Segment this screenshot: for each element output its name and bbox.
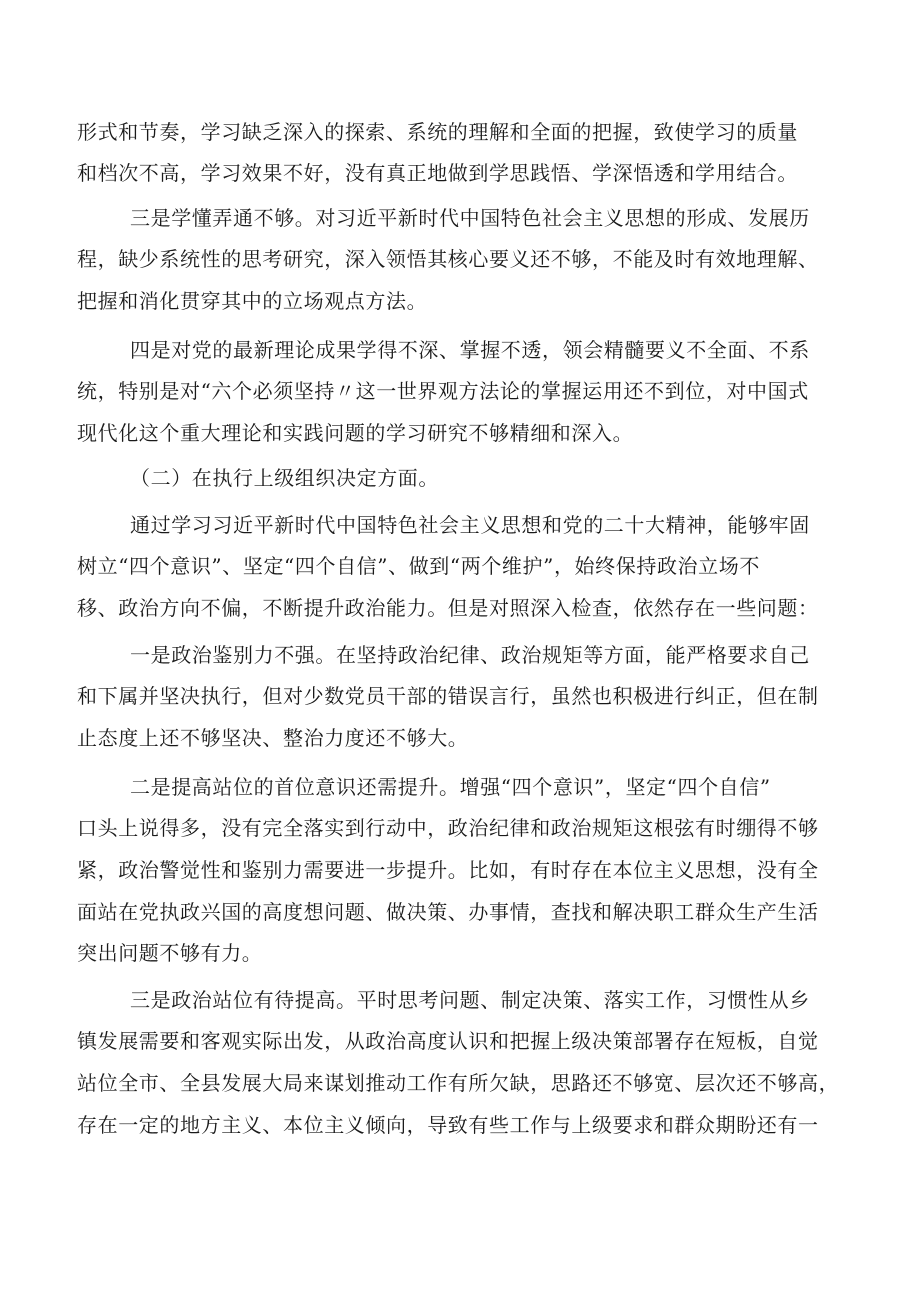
text-line: 站位全市、全县发展大局来谋划推动工作有所欠缺，思路还不够宽、层次还不够高， (77, 1071, 840, 1095)
text-line: 统，特别是对“六个必须坚持〃这一世界观方法论的掌握运用还不到位，对中国式 (77, 379, 809, 403)
text-line: 止态度上还不够坚决、整治力度还不够大。 (77, 726, 469, 750)
text-line: 移、政治方向不偏，不断提升政治能力。但是对照深入检查，依然存在一些问题： (77, 596, 819, 620)
text-line: 程，缺少系统性的思考研究，深入领悟其核心要义还不够，不能及时有效地理解、 (77, 247, 819, 271)
text-line: 口头上说得多，没有完全落实到行动中，政治纪律和政治规矩这根弦有时绷得不够 (77, 816, 819, 840)
text-line: 现代化这个重大理论和实践问题的学习研究不够精细和深入。 (77, 421, 634, 445)
paragraph-start-line: 四是对党的最新理论成果学得不深、掌握不透，领会精髓要义不全面、不系 (130, 338, 810, 362)
paragraph-start-line: 二是提高站位的首位意识还需提升。增强“四个意识”，坚定“四个自信” (130, 775, 771, 799)
paragraph-start-line: 通过学习习近平新时代中国特色社会主义思想和党的二十大精神，能够牢固 (130, 513, 810, 537)
text-line: 紧，政治警觉性和鉴别力需要进一步提升。比如，有时存在本位主义思想，没有全 (77, 858, 819, 882)
text-line: 形式和节奏，学习缺乏深入的探索、系统的理解和全面的把握，致使学习的质量 (77, 120, 798, 144)
text-line: 面站在党执政兴国的高度想问题、做决策、办事情，查找和解决职工群众生产生活 (77, 900, 819, 924)
paragraph-start-line: 一是政治鉴别力不强。在坚持政治纪律、政治规矩等方面，能严格要求自己 (130, 643, 810, 667)
paragraph-start-line: 三是学懂弄通不够。对习近平新时代中国特色社会主义思想的形成、发展历 (130, 206, 810, 230)
text-line: 突出问题不够有力。 (77, 941, 263, 965)
text-line: 镇发展需要和客观实际出发，从政治高度认识和把握上级决策部署存在短板，自觉 (77, 1029, 819, 1053)
paragraph-start-line: 三是政治站位有待提高。平时思考问题、制定决策、落实工作，习惯性从乡 (130, 988, 810, 1012)
text-line: 和档次不高，学习效果不好，没有真正地做到学思践悟、学深悟透和学用结合。 (77, 161, 798, 185)
text-line: 存在一定的地方主义、本位主义倾向，导致有些工作与上级要求和群众期盼还有一 (77, 1113, 819, 1137)
section-heading: （二）在执行上级组织决定方面。 (130, 466, 439, 490)
text-line: 树立“四个意识”、坚定“四个自信”、做到“两个维护”，始终保持政治立场不 (77, 554, 760, 578)
text-line: 把握和消化贯穿其中的立场观点方法。 (77, 289, 428, 313)
text-line: 和下属并坚决执行，但对少数党员干部的错误言行，虽然也积极进行纠正，但在制 (77, 684, 819, 708)
